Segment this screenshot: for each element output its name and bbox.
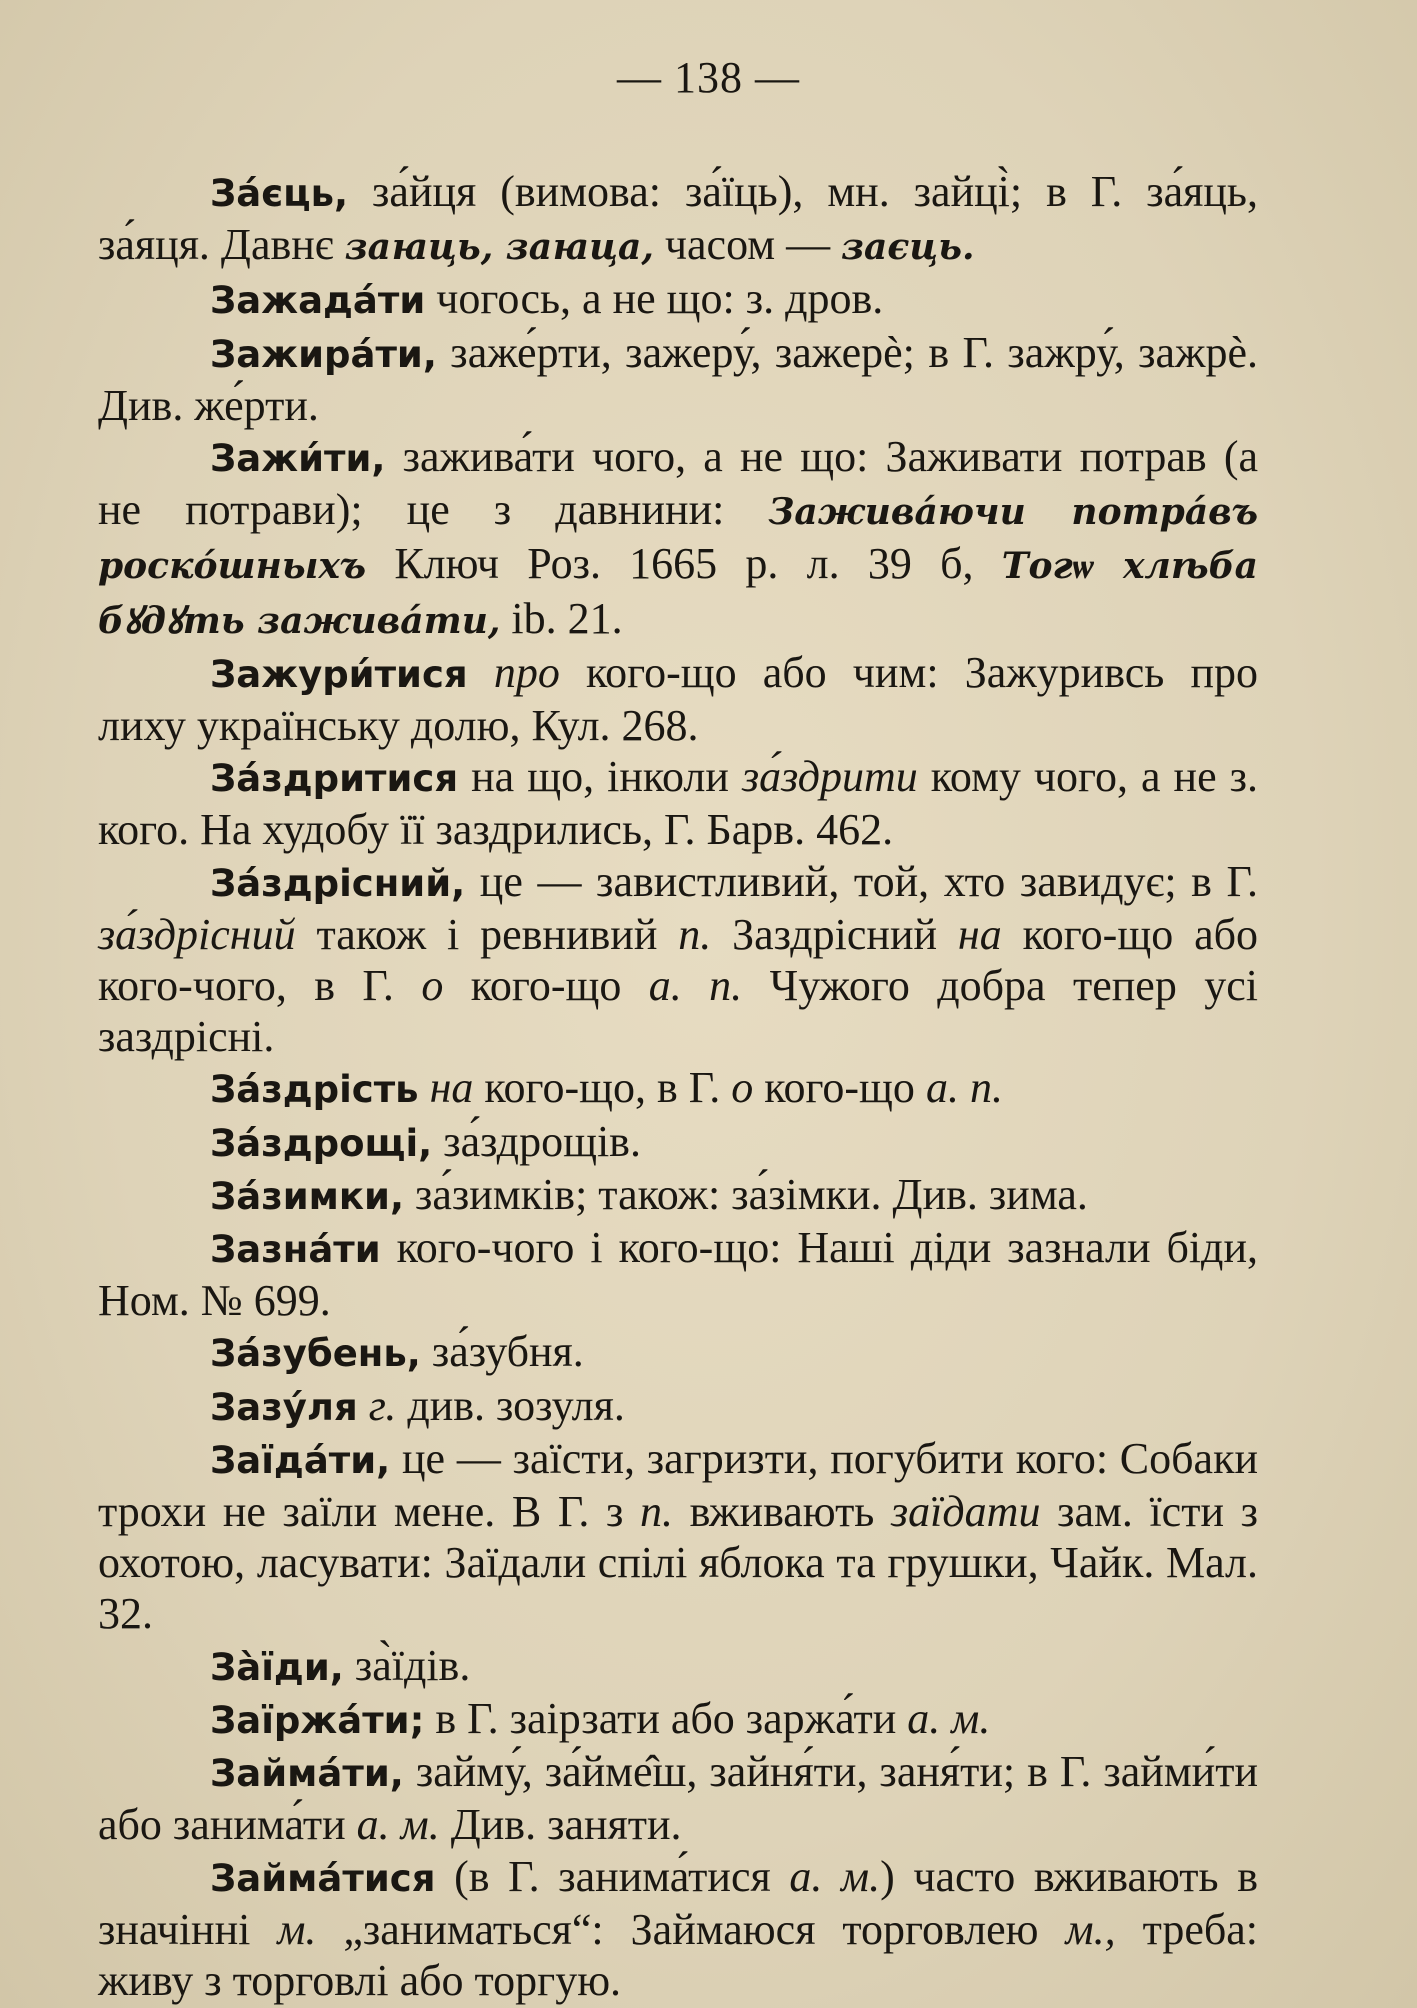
dictionary-entry [98, 1380, 1258, 1433]
headword: За́здрісний, [210, 861, 466, 905]
entry-text: часом — [653, 220, 842, 270]
italic-text: п. [639, 1487, 673, 1537]
old-slavonic-citation: заꙗць, заꙗца, [344, 226, 654, 269]
dictionary-entry [98, 1746, 1258, 1850]
entry-text: за́зимків; також: за́зімки. Див. зима. [404, 1169, 1088, 1219]
entry-text: заже́рти, зажеру́, зажерѐ; в Г. зажру́, зажрѐ. Див. же́рти. [98, 327, 1258, 430]
entry-text: зам. їсти з охотою, ласувати: Заїдали спілі яблока та грушки, Чайк. Мал. 32. [98, 1487, 1259, 1639]
entry-text: ) часто вживають в значінні [98, 1851, 1258, 1954]
dictionary-entry [98, 1433, 1258, 1640]
italic-text: г. [368, 1380, 397, 1430]
italic-text: а. м. [789, 1851, 881, 1901]
dictionary-entry [98, 1326, 1258, 1379]
headword: Заїржа́ти; [210, 1698, 425, 1742]
entry-text: кого-що [753, 1063, 926, 1113]
headword: Зазу́ля [210, 1385, 358, 1429]
headword: За̀їди, [210, 1645, 344, 1689]
entry-text: Чужого добра тепер усі заздрісні. [98, 961, 1258, 1062]
dictionary-entry [98, 1116, 1258, 1169]
headword: Заїда́ти, [210, 1438, 391, 1482]
entry-text: за̀їдів. [343, 1640, 471, 1690]
entry-text: кого-що, в Г. [473, 1063, 732, 1113]
headword: Зазна́ти [210, 1228, 381, 1272]
headword: Займа́ти, [210, 1752, 404, 1796]
entry-text: ib. 21. [500, 593, 623, 643]
entry-text: Заздрісний [711, 909, 958, 959]
entry-text: кого-чого і кого-що: Наші діди зазнали біди, Ном. № 699. [98, 1223, 1258, 1326]
italic-text: о [731, 1063, 754, 1113]
dictionary-entry [98, 273, 1258, 326]
entry-text [419, 1063, 430, 1112]
headword: Займа́тися [210, 1856, 436, 1900]
dictionary-entry [98, 647, 1258, 751]
entry-text: кому чого, а не з. кого. На худобу її заздрились, Г. Барв. 462. [98, 752, 1259, 855]
dictionary-entry [98, 856, 1258, 1063]
italic-text: м. [277, 1904, 317, 1954]
page-number: — 138 — [617, 53, 800, 102]
entry-text [468, 648, 494, 697]
italic-text: про [493, 647, 560, 697]
italic-text: а. п. [925, 1063, 1003, 1113]
headword: За́зимки, [210, 1174, 405, 1218]
entry-text: треба: живу з торговлі або торгую. [98, 1904, 1259, 2005]
dictionary-entry [98, 1640, 1258, 1693]
headword: Зажури́тися [210, 652, 468, 696]
dictionary-entry [98, 751, 1258, 855]
dictionary-entry [98, 431, 1258, 647]
italic-text: п. [678, 909, 712, 959]
headword: За́здрість [210, 1068, 419, 1112]
entry-text: чогось, а не що: з. дров. [425, 274, 884, 324]
italic-text: за́здрісний [98, 909, 296, 959]
old-slavonic-citation: Тогѡ хлѣба бꙋдꙋть заживáти, [98, 545, 1258, 642]
entry-text: зажива́ти чого, а не що: Заживати потрав (а не потрави); це з давнини: [98, 432, 1258, 535]
entry-text: кого-що або кого-чого, в Г. [98, 909, 1258, 1011]
italic-text: на [957, 909, 1002, 959]
entry-text: вживають [672, 1487, 892, 1537]
dictionary-entry [98, 1851, 1258, 2007]
italic-text: а. м. [356, 1800, 440, 1850]
dictionary-entry [98, 1693, 1258, 1746]
entry-text: це — заїсти, загризти, погубити кого: Собаки трохи не заїли мене. В Г. з [98, 1433, 1258, 1537]
entry-text: Ключ Роз. 1665 р. л. 39 б, [366, 539, 1002, 589]
entry-text: займу́, за́йме̂ш, зайня́ти, заня́ти; в Г. займи́ти або занима́ти [98, 1747, 1258, 1850]
entry-text: в Г. заірзати або заржа́ти [424, 1693, 908, 1743]
entry-text: (в Г. занима́тися [435, 1851, 790, 1901]
entry-text: також і ревнивий [295, 909, 679, 959]
headword: Зажада́ти [210, 279, 426, 323]
old-slavonic-citation: заєць. [841, 226, 975, 269]
headword: За́здритися [210, 757, 459, 801]
headword: За́здрощі, [210, 1121, 433, 1165]
italic-text: на [429, 1063, 474, 1113]
dictionary-entry [98, 327, 1258, 431]
dictionary-text [98, 166, 1258, 2006]
entry-text: Див. заняти. [439, 1800, 682, 1850]
italic-text: а. м. [907, 1693, 991, 1743]
dictionary-entry [98, 166, 1258, 273]
dictionary-entry [98, 1169, 1258, 1222]
dictionary-entry [98, 1222, 1258, 1326]
italic-text: о [421, 961, 444, 1011]
italic-text: за́здрити [741, 752, 918, 802]
entry-text: див. зозуля. [396, 1380, 625, 1430]
entry-text: кого-що або чим: Зажуривсь про лиху українську долю, Кул. 268. [98, 647, 1259, 751]
entry-text: кого-що [443, 961, 649, 1011]
headword: Зажира́ти, [210, 332, 437, 376]
entry-text: за́здрощів. [432, 1116, 641, 1166]
entry-text: на що, інколи [458, 752, 742, 802]
headword: Зажи́ти, [210, 437, 386, 481]
dictionary-entry [98, 1062, 1258, 1115]
entry-text: „заниматься“: Займаюся торговлею [316, 1904, 1066, 1954]
italic-text: заїдати [891, 1487, 1041, 1537]
headword: За́єць, [210, 172, 349, 215]
entry-text: це — завистливий, той, хто завидує; в Г. [465, 856, 1258, 906]
headword: За́зубень, [210, 1332, 421, 1376]
old-slavonic-citation: Заживáючи потрáвъ роскóшныхъ [98, 491, 1258, 588]
entry-text: за́йця (вимова: за́їць), мн. зайці̀; в Г. за́яць, за́яця. Давнє [98, 167, 1258, 270]
italic-text: м., [1065, 1904, 1116, 1954]
entry-text: за́зубня. [420, 1327, 584, 1377]
italic-text: а. п. [648, 961, 743, 1011]
entry-text [358, 1381, 369, 1430]
